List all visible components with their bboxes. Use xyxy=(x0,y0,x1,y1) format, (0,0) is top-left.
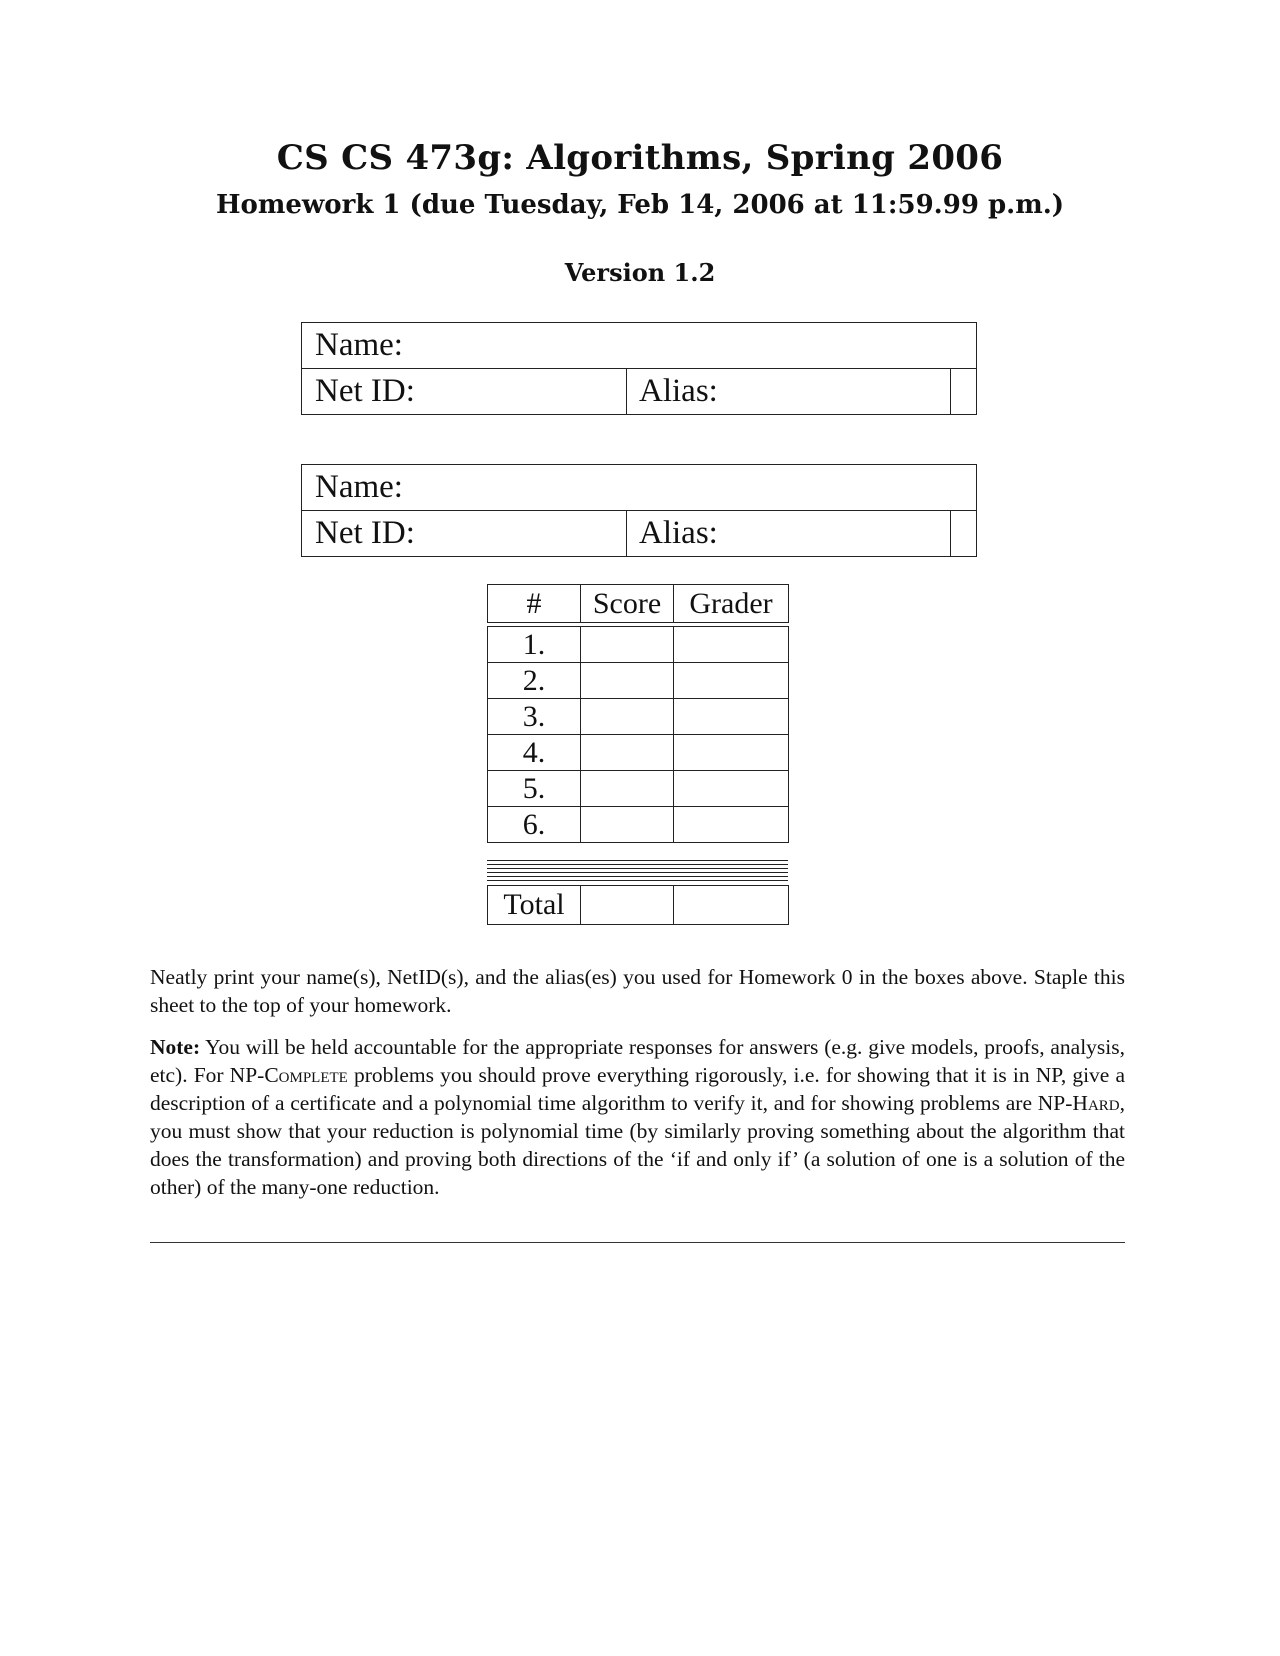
student-id-box-2 xyxy=(301,464,977,557)
header-grader: Grader xyxy=(674,585,789,623)
header-number: # xyxy=(488,585,581,623)
table-row xyxy=(488,735,789,771)
grader-cell[interactable] xyxy=(674,735,789,771)
problem-number: 3. xyxy=(488,699,581,735)
score-cell[interactable] xyxy=(581,807,674,843)
student-id-box-1 xyxy=(301,322,977,415)
table-row xyxy=(488,663,789,699)
table-row xyxy=(488,699,789,735)
score-cell[interactable] xyxy=(581,663,674,699)
header-score: Score xyxy=(581,585,674,623)
total-table xyxy=(487,885,789,925)
score-cell[interactable] xyxy=(581,699,674,735)
version-label: Version 1.2 xyxy=(564,258,716,287)
netid-label: Net ID: xyxy=(315,373,415,409)
total-score-cell[interactable] xyxy=(581,886,674,925)
total-label: Total xyxy=(488,886,581,925)
problem-number: 1. xyxy=(488,627,581,663)
cell-divider xyxy=(950,511,951,556)
np-complete-term: Complete xyxy=(264,1063,348,1087)
table-row xyxy=(488,627,789,663)
netid-label: Net ID: xyxy=(315,515,415,551)
table-row xyxy=(488,771,789,807)
homework-subtitle: Homework 1 (due Tuesday, Feb 14, 2006 at 11:59.99 p.m.) xyxy=(215,190,1065,220)
problem-number: 6. xyxy=(488,807,581,843)
total-grader-cell[interactable] xyxy=(674,886,789,925)
grader-cell[interactable] xyxy=(674,699,789,735)
score-cell[interactable] xyxy=(581,735,674,771)
name-label: Name: xyxy=(315,469,403,505)
cell-divider xyxy=(950,369,951,414)
name-row[interactable] xyxy=(302,465,976,511)
horizontal-rule xyxy=(150,1242,1125,1243)
instructions-paragraph: Neatly print your name(s), NetID(s), and the alias(es) you used for Homework 0 in the boxes above. Staple this sheet to the top of your homework. xyxy=(150,965,1125,1017)
grader-cell[interactable] xyxy=(674,807,789,843)
alias-label: Alias: xyxy=(639,373,718,409)
cell-divider xyxy=(626,369,627,414)
problem-number: 4. xyxy=(488,735,581,771)
problem-number: 2. xyxy=(488,663,581,699)
total-row xyxy=(488,886,789,925)
note-label: Note: xyxy=(150,1035,201,1059)
cell-divider xyxy=(626,511,627,556)
note-text-2: problems you should prove everything rigorously, i.e. for showing that it is in NP, give a description of a certificate and a polynomial time algorithm to verify it, and for showing problems are NP- xyxy=(150,1063,1125,1115)
np-hard-term: Hard xyxy=(1072,1091,1120,1115)
grader-cell[interactable] xyxy=(674,771,789,807)
alias-label: Alias: xyxy=(639,515,718,551)
problem-number: 5. xyxy=(488,771,581,807)
table-header-row xyxy=(488,585,789,623)
page-title: CS CS 473g: Algorithms, Spring 2006 xyxy=(276,138,1004,178)
score-cell[interactable] xyxy=(581,771,674,807)
name-label: Name: xyxy=(315,327,403,363)
note-text-3: , you must show that your reduction is polynomial time (by similarly proving something about the algorithm that does the transformation) and proving both directions of the ‘if and only if’ (a solution of one is a solution of the other) of the many-one reduction. xyxy=(150,1091,1125,1199)
note-text-1: You will be held accountable for the appropriate responses for answers (e.g. give models, proofs, analysis, etc). For NP- xyxy=(150,1035,1125,1087)
score-table xyxy=(487,584,789,843)
table-row xyxy=(488,807,789,843)
grader-cell[interactable] xyxy=(674,663,789,699)
grader-cell[interactable] xyxy=(674,627,789,663)
name-row[interactable] xyxy=(302,323,976,369)
score-cell[interactable] xyxy=(581,627,674,663)
note-paragraph xyxy=(150,1033,1125,1201)
table-separator-rules xyxy=(487,860,788,882)
